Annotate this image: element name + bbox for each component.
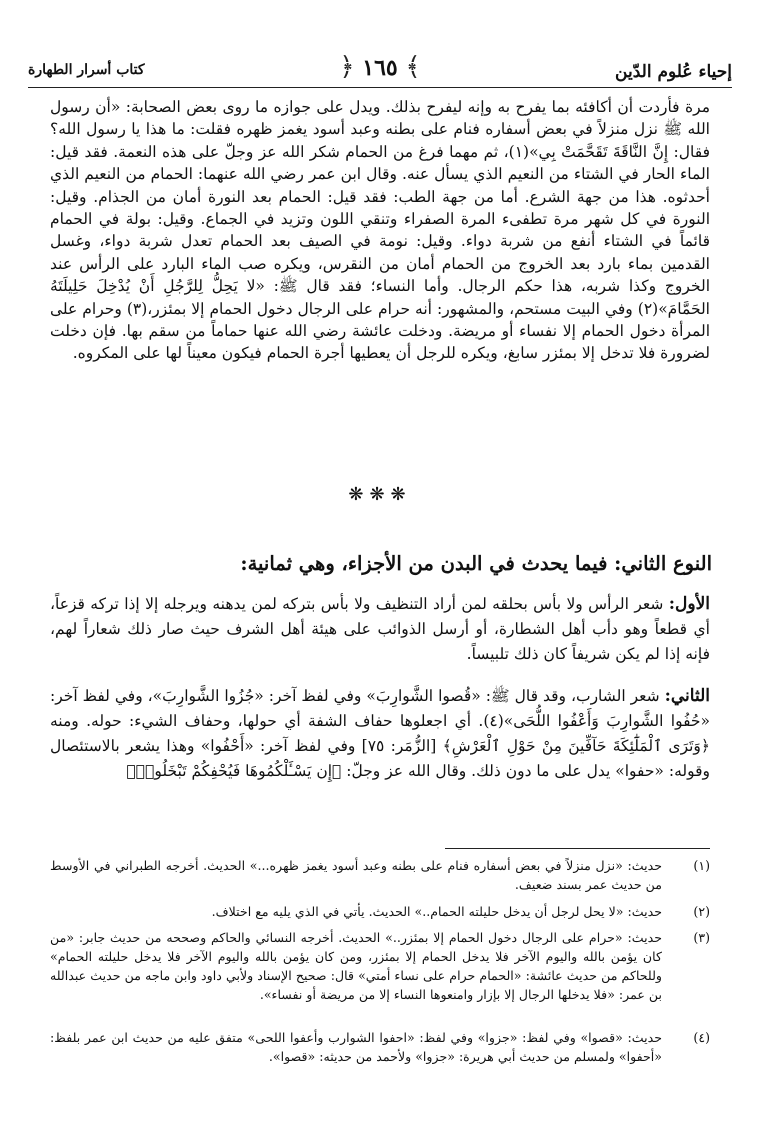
footnote-rule	[445, 848, 710, 849]
section-divider-ornament: ❋❋❋	[348, 484, 412, 505]
page-number: ١٦٥	[362, 55, 398, 81]
item-second-paragraph	[50, 684, 710, 784]
item-first-paragraph	[50, 592, 710, 667]
brace-ornament-icon: ﴾	[405, 52, 421, 82]
page-number-block	[339, 52, 420, 82]
chapter-title: كتاب أسرار الطهارة	[28, 62, 145, 78]
footnote	[50, 902, 710, 921]
footnote-number: (٣)	[693, 930, 710, 945]
brace-ornament-icon: ﴿	[339, 52, 355, 82]
footnote-number: (٤)	[693, 1030, 710, 1045]
footnote-text: حديث: «لا يحل لرجل أن يدخل حليلته الحمام..» الحديث. يأتي في الذي يليه مع اختلاف.	[211, 904, 662, 919]
section-heading: النوع الثاني: فيما يحدث في البدن من الأجزاء، وهي ثمانية:	[240, 552, 712, 575]
footnote-text: حديث: «قصوا» وفي لفظ: «جزوا» وفي لفظ: «احفوا الشوارب وأعفوا اللحى» متفق عليه من حديث ابن عمر بلفظ: «أحفوا» ولمسلم من حديث أبي هريرة: «جزوا» ولأحمد من حديثه: «قصوا».	[50, 1030, 662, 1064]
footnote-number: (٢)	[693, 904, 710, 919]
footnote	[50, 928, 710, 1004]
body-paragraph: مرة فأردت أن أكافئه بما يفرح به وإنه ليفرح بذلك. ويدل على جوازه ما روى بعض الصحابة: «أن رسول الله ﷺ نزل منزلاً في بعض أسفاره فنام على بطنه وعبد أسود يغمز ظهره فقلت: ما هذا يا رسول الله؟ فقال: إِنَّ النَّاقَةَ تَقَحَّمَتْ بِي»(١)، ثم مهما فرغ من الحمام شكر الله عز وجلّ على هذه النعمة. فقد قيل: الماء الحار في الشتاء من النعيم الذي يسأل عنه. وقال ابن عمر رضي الله عنهما: الحمام من النعيم الذي أحدثوه. هذا من جهة الشرع. أما من جهة الطب: فقد قيل: الحمام بعد النورة أمان من الجذام. وقيل: النورة في كل شهر مرة تطفىء المرة الصفراء وتنقي اللون وتزيد في الجماع. وقيل: بولة في الحمام قائماً في الشتاء أنفع من شربة دواء. وقيل: نومة في الصيف بعد الحمام تعدل شربة دواء، وغسل القدمين بماء بارد بعد الخروج من الحمام أمان من النقرس، ويكره صب الماء البارد على الرأس عند الخروج وكذا شربه، هذا حكم الرجال. وأما النساء؛ فقد قال ﷺ: «لا يَحِلُّ لِلرَّجُلِ أَنْ يُدْخِلَ حَلِيلَتَهُ الحَمَّامَ»(٢) وفي البيت مستحم، والمشهور: أنه حرام على الرجال دخول الحمام إلا بمئزر،(٣) وحرام على المرأة دخول الحمام إلا نفساء أو مريضة. ودخلت عائشة رضي الله عنها حماماً من سقم بها. فإن دخلت لضرورة فلا تدخل إلا بمئزر سابغ، ويكره للرجل أن يعطيها أجرة الحمام فيكون معيناً لها على المكروه.	[50, 98, 710, 363]
item-first-text: شعر الرأس ولا بأس بحلقه لمن أراد التنظيف ولا بأس بتركه لمن يدهنه ويرجله إلا إذا تركه قزعاً، أي قطعاً وهو دأب أهل الشطارة، أو أرسل الذوائب على هيئة أهل الشرف حيث صار ذلك شعاراً لهم، فإنه إذا لم يكن شريفاً كان ذلك تلبيساً.	[50, 595, 710, 663]
footnote-text: حديث: «نزل منزلاً في بعض أسفاره فنام على بطنه وعبد أسود يغمز ظهره...» الحديث. أخرجه الطبراني في الأوسط من حديث عمر بسند ضعيف.	[50, 858, 662, 892]
item-second-label: الثاني:	[664, 686, 710, 706]
footnote	[50, 1028, 710, 1066]
item-first-label: الأول:	[668, 594, 710, 614]
main-text	[50, 96, 710, 365]
footnote-number: (١)	[693, 858, 710, 873]
footnote-text: حديث: «حرام على الرجال دخول الحمام إلا بمئزر..» الحديث. أخرجه النسائي والحاكم وصححه من حديث جابر: «من كان يؤمن بالله واليوم الآخر فلا يدخل الحمام إلا بمئزر، ومن كان يؤمن بالله واليوم الآخر فلا يدخل حليلته الحمام» وللحاكم من حديث عائشة: «الحمام حرام على نساء أمتي» قال: صحيح الإسناد ولأبي داود وابن ماجه من حديث عبدالله بن عمر: «فلا يدخلها الرجال إلا بإزار وامنعوها النساء إلا من مريضة أو نفساء».	[50, 930, 662, 1002]
footnote	[50, 856, 710, 894]
book-title: إحياء عُلوم الدّين	[615, 62, 732, 82]
running-head	[28, 48, 732, 88]
item-second-text: شعر الشارب، وقد قال ﷺ: «قُصوا الشَّوارِبَ» وفي لفظ آخر: «جُزُوا الشَّوارِبَ»، وفي لفظ آخر: «حُفُوا الشَّوارِبَ وَأَعْفُوا اللُّحَى»(٤). أي اجعلوها حفاف الشفة أي حولها، وحفاف الشيء: حوله. ومنه ﴿وَتَرَى ٱلْمَلَٰٓئِكَةَ حَآفِّينَ مِنْ حَوْلِ ٱلْعَرْشِ﴾ [الزُّمَر: ٧٥] وفي لفظ آخر: «أَحْفُوا» وهذا يشعر بالاستئصال وقوله: «حفوا» يدل على ما دون ذلك. وقال الله عز وجلّ: ﴿إِن يَسْـَٔلْكُمُوهَا فَيُحْفِكُمْ تَبْخَلُوا۟﴾	[50, 687, 711, 780]
header-rule	[28, 87, 732, 88]
